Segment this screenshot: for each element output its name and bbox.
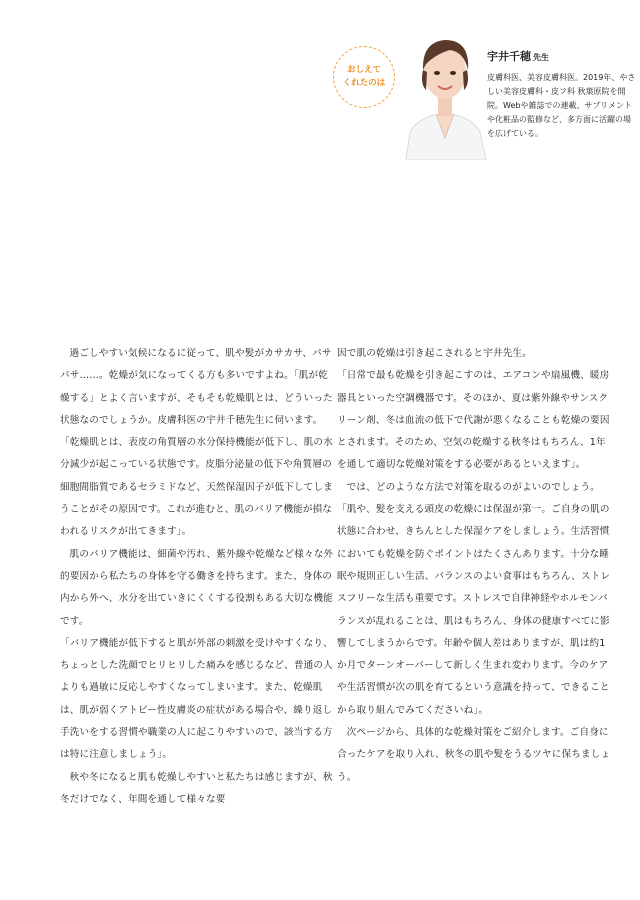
doctor-portrait-image (398, 20, 492, 160)
doctor-bio: 皮膚科医、美容皮膚科医。2019年、やさしい美容皮膚科・皮フ科 秋葉原院を開院。Webや雑誌での連載、サプリメントや化粧品の監修など、多方面に活躍の場を広げている。 (487, 73, 636, 138)
doctor-profile (487, 50, 637, 141)
doctor-title: 先生 (533, 53, 549, 62)
paragraph: 「肌や、髪を支える頭皮の乾燥には保湿が第一。ご自身の肌の状態に合わせ、きちんとした保湿ケアをしましょう。生活習慣においても乾燥を防ぐポイントはたくさんあります。十分な睡眠や規則正しい生活、バランスのよい食事はもちろん、ストレスフリーな生活も重要です。ストレスで自律神経やホルモンバランスが乱れることは、肌はもちろん、身体の健康すべてに影響してしまうからです。年齢や個人差はありますが、肌は約1か月でターンオーバーして新しく生まれ変わります。今のケアや生活習慣が次の肌を育てるという意識を持って、できることから取り組んでみてくださいね」。 (337, 504, 611, 716)
article-column-right (337, 343, 613, 789)
speaker-badge (333, 46, 395, 108)
portrait-illustration (398, 20, 492, 160)
doctor-name-line (487, 50, 637, 65)
paragraph: 「日常で最も乾燥を引き起こすのは、エアコンや扇風機、暖房器具といった空調機器です。そのほか、夏は紫外線やサンスクリーン剤、冬は血流の低下で代謝が悪くなることも乾燥の要因とされます。そのため、空気の乾燥する秋冬はもちろん、1年を通して適切な乾燥対策をする必要があるといえます」。 (337, 370, 610, 471)
paragraph: 秋や冬になると肌も乾燥しやすいと私たちは感じますが、秋冬だけでなく、年間を通して様々な要 (60, 771, 333, 805)
article-column-left (60, 343, 336, 811)
paragraph: では、どのような方法で対策を取るのがよいのでしょう。 (346, 481, 600, 493)
paragraph: 過ごしやすい気候になるに従って、肌や髪がカサカサ、パサパサ……。乾燥が気になってくる方も多いですよね。「肌が乾燥する」とよく言いますが、そもそも乾燥肌とは、どういった状態なのでしょうか。皮膚科医の宇井千穂先生に伺います。 (60, 348, 333, 426)
doctor-name: 宇井千穂 (487, 50, 531, 63)
badge-line-2: くれたのは (342, 78, 386, 88)
badge-line-1: おしえて (346, 65, 381, 75)
paragraph: 次ページから、具体的な乾燥対策をご紹介します。ご自身に合ったケアを取り入れ、秋冬の肌や髪をうるツヤに保ちましょう。 (337, 727, 611, 783)
paragraph: 「乾燥肌とは、表皮の角質層の水分保持機能が低下し、肌の水分減少が起こっている状態です。皮脂分泌量の低下や角質層の細胞間脂質であるセラミドなど、天然保湿因子が低下してしまうことがその原因です。これが進むと、肌のバリア機能が損なわれるリスクが出てきます」。 (60, 437, 333, 538)
paragraph: 「バリア機能が低下すると肌が外部の刺激を受けやすくなり、ちょっとした洗顔でヒリヒリした痛みを感じるなど、普通の人よりも過敏に反応しやすくなってしまいます。また、乾燥肌は、肌が弱くアトピー性皮膚炎の症状がある場合や、繰り返し手洗いをする習慣や職業の人に起こりやすいので、該当する方は特に注意しましょう」。 (60, 637, 333, 761)
paragraph: 因で肌の乾燥は引き起こされると宇井先生。 (337, 348, 532, 359)
paragraph: 肌のバリア機能は、細菌や汚れ、紫外線や乾燥など様々な外的要因から私たちの身体を守る働きを持ちます。また、身体の内から外へ、水分を出ていきにくくする役割もある大切な機能です。 (60, 548, 334, 627)
